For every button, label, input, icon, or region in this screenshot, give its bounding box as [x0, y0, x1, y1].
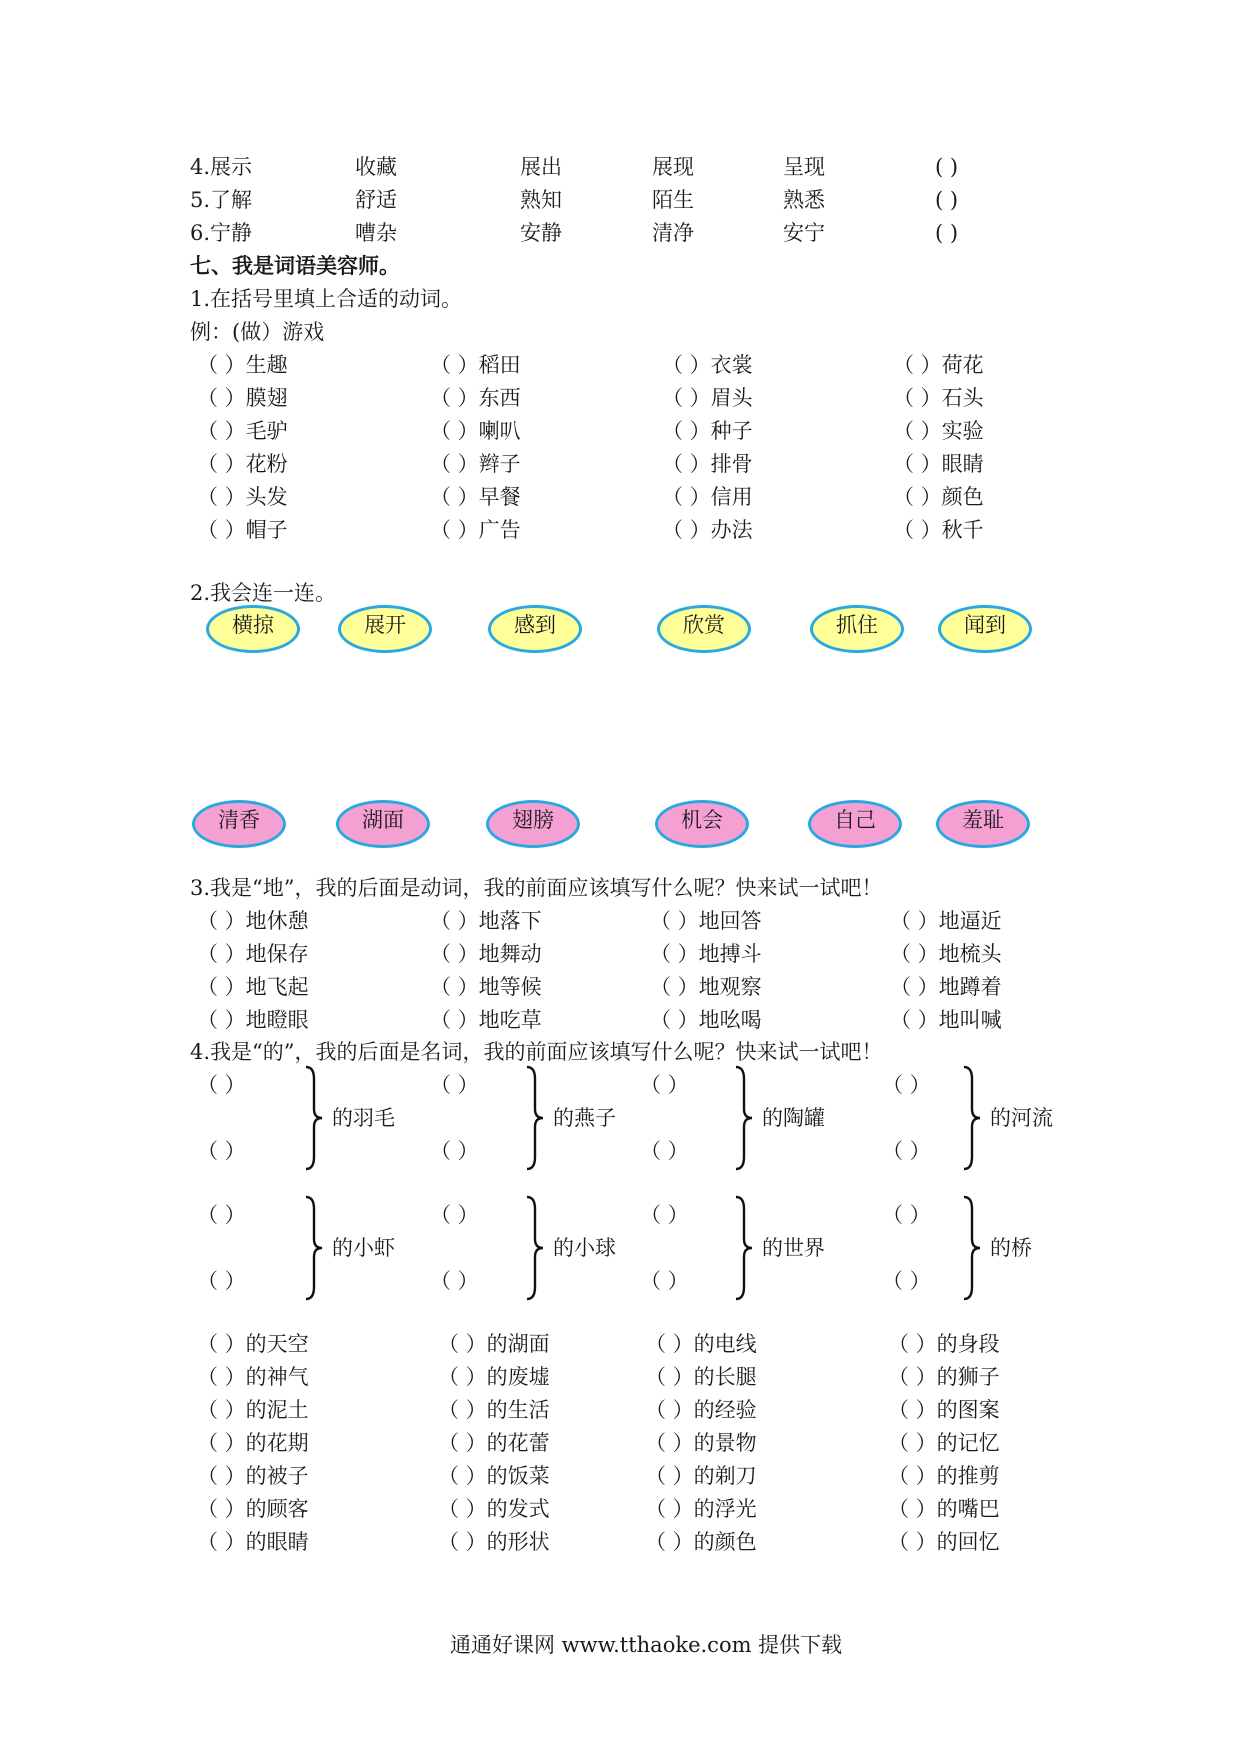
question-heading: 4.我是“的”，我的后面是名词，我的前面应该填写什么呢？快来试一试吧！: [190, 1040, 883, 1064]
fill-blank-item: （ ）稻田: [430, 353, 521, 377]
brace-word: 的小虾: [332, 1236, 395, 1260]
fill-blank-item: （ ）地保存: [197, 942, 309, 966]
word-oval: [336, 800, 430, 848]
fill-blank-item: （ ）的剃刀: [645, 1464, 757, 1488]
synonym-question: 6.宁静: [190, 221, 253, 245]
bracket-blank: （ ）: [430, 1203, 479, 1227]
oval-label: 欣赏: [683, 613, 725, 637]
oval-label: 翅膀: [512, 808, 554, 832]
fill-blank-item: （ ）地梳头: [890, 942, 1002, 966]
fill-blank-item: （ ）的形状: [438, 1530, 550, 1554]
fill-blank-item: （ ）的身段: [888, 1332, 1000, 1356]
fill-blank-item: （ ）的长腿: [645, 1365, 757, 1389]
fill-blank-item: （ ）种子: [662, 419, 753, 443]
fill-blank-item: （ ）生趣: [197, 353, 288, 377]
fill-blank-item: （ ）的眼睛: [197, 1530, 309, 1554]
fill-blank-item: （ ）膜翅: [197, 386, 288, 410]
bracket-blank: （ ）: [197, 1203, 246, 1227]
bracket-blank: （ ）: [882, 1073, 931, 1097]
fill-blank-item: （ ）的电线: [645, 1332, 757, 1356]
bracket-blank: （ ）: [197, 1073, 246, 1097]
synonym-option: 展现: [652, 155, 694, 179]
brace-word: 的世界: [762, 1236, 825, 1260]
brace-word: 的羽毛: [332, 1106, 395, 1130]
fill-blank-item: （ ）颜色: [893, 485, 984, 509]
curly-brace: [523, 1195, 549, 1301]
fill-blank-item: （ ）的神气: [197, 1365, 309, 1389]
oval-label: 机会: [681, 808, 723, 832]
fill-blank-item: （ ）的花蕾: [438, 1431, 550, 1455]
word-oval: [938, 605, 1032, 653]
synonym-option: 舒适: [355, 188, 397, 212]
answer-blank: ( ): [935, 155, 959, 179]
fill-blank-item: （ ）的记忆: [888, 1431, 1000, 1455]
fill-blank-item: （ ）的浮光: [645, 1497, 757, 1521]
fill-blank-item: （ ）的颜色: [645, 1530, 757, 1554]
brace-word: 的燕子: [553, 1106, 616, 1130]
oval-label: 清香: [218, 808, 260, 832]
fill-blank-item: （ ）的被子: [197, 1464, 309, 1488]
example-text: 例：(做）游戏: [190, 320, 325, 344]
fill-blank-item: （ ）地叫喊: [890, 1008, 1002, 1032]
word-oval: [488, 605, 582, 653]
fill-blank-item: （ ）荷花: [893, 353, 984, 377]
synonym-option: 熟知: [520, 188, 562, 212]
fill-blank-item: （ ）的发式: [438, 1497, 550, 1521]
bracket-blank: （ ）: [882, 1203, 931, 1227]
curly-brace: [960, 1195, 986, 1301]
fill-blank-item: （ ）的生活: [438, 1398, 550, 1422]
oval-label: 闻到: [964, 613, 1006, 637]
fill-blank-item: （ ）的泥土: [197, 1398, 309, 1422]
bracket-blank: （ ）: [430, 1269, 479, 1293]
question-heading: 3.我是“地”，我的后面是动词，我的前面应该填写什么呢？快来试一试吧！: [190, 876, 883, 900]
bracket-blank: （ ）: [882, 1269, 931, 1293]
fill-blank-item: （ ）排骨: [662, 452, 753, 476]
oval-label: 湖面: [362, 808, 404, 832]
answer-blank: ( ): [935, 188, 959, 212]
fill-blank-item: （ ）毛驴: [197, 419, 288, 443]
synonym-option: 熟悉: [783, 188, 825, 212]
fill-blank-item: （ ）的回忆: [888, 1530, 1000, 1554]
fill-blank-item: （ ）的废墟: [438, 1365, 550, 1389]
synonym-option: 陌生: [652, 188, 694, 212]
fill-blank-item: （ ）的花期: [197, 1431, 309, 1455]
curly-brace: [302, 1195, 328, 1301]
word-oval: [655, 800, 749, 848]
fill-blank-item: （ ）地吃草: [430, 1008, 542, 1032]
word-oval: [192, 800, 286, 848]
oval-label: 自己: [834, 808, 876, 832]
fill-blank-item: （ ）早餐: [430, 485, 521, 509]
synonym-option: 展出: [520, 155, 562, 179]
word-oval: [338, 605, 432, 653]
word-oval: [486, 800, 580, 848]
bracket-blank: （ ）: [430, 1073, 479, 1097]
fill-blank-item: （ ）的图案: [888, 1398, 1000, 1422]
word-oval: [808, 800, 902, 848]
fill-blank-item: （ ）地落下: [430, 909, 542, 933]
bracket-blank: （ ）: [640, 1269, 689, 1293]
footer-text: 通通好课网 www.tthaoke.com 提供下载: [450, 1633, 843, 1657]
synonym-option: 嘈杂: [355, 221, 397, 245]
fill-blank-item: （ ）秋千: [893, 518, 984, 542]
word-oval: [657, 605, 751, 653]
word-oval: [810, 605, 904, 653]
answer-blank: ( ): [935, 221, 959, 245]
curly-brace: [732, 1195, 758, 1301]
fill-blank-item: （ ）地观察: [650, 975, 762, 999]
fill-blank-item: （ ）的天空: [197, 1332, 309, 1356]
fill-blank-item: （ ）办法: [662, 518, 753, 542]
synonym-option: 安静: [520, 221, 562, 245]
curly-brace: [960, 1065, 986, 1171]
synonym-option: 收藏: [355, 155, 397, 179]
brace-word: 的河流: [990, 1106, 1053, 1130]
fill-blank-item: （ ）花粉: [197, 452, 288, 476]
oval-label: 展开: [364, 613, 406, 637]
fill-blank-item: （ ）的景物: [645, 1431, 757, 1455]
fill-blank-item: （ ）东西: [430, 386, 521, 410]
fill-blank-item: （ ）喇叭: [430, 419, 521, 443]
fill-blank-item: （ ）信用: [662, 485, 753, 509]
fill-blank-item: （ ）地搏斗: [650, 942, 762, 966]
synonym-option: 呈现: [783, 155, 825, 179]
bracket-blank: （ ）: [640, 1203, 689, 1227]
fill-blank-item: （ ）眼睛: [893, 452, 984, 476]
fill-blank-item: （ ）地飞起: [197, 975, 309, 999]
curly-brace: [523, 1065, 549, 1171]
fill-blank-item: （ ）地蹲着: [890, 975, 1002, 999]
fill-blank-item: （ ）地舞动: [430, 942, 542, 966]
brace-word: 的桥: [990, 1236, 1032, 1260]
synonym-option: 安宁: [783, 221, 825, 245]
brace-word: 的小球: [553, 1236, 616, 1260]
fill-blank-item: （ ）的饭菜: [438, 1464, 550, 1488]
oval-label: 抓住: [836, 613, 878, 637]
fill-blank-item: （ ）广告: [430, 518, 521, 542]
fill-blank-item: （ ）的经验: [645, 1398, 757, 1422]
bracket-blank: （ ）: [882, 1139, 931, 1163]
word-oval: [206, 605, 300, 653]
fill-blank-item: （ ）的嘴巴: [888, 1497, 1000, 1521]
synonym-option: 清净: [652, 221, 694, 245]
fill-blank-item: （ ）地等候: [430, 975, 542, 999]
fill-blank-item: （ ）的顾客: [197, 1497, 309, 1521]
fill-blank-item: （ ）的湖面: [438, 1332, 550, 1356]
fill-blank-item: （ ）地吆喝: [650, 1008, 762, 1032]
synonym-question: 5.了解: [190, 188, 253, 212]
bracket-blank: （ ）: [430, 1139, 479, 1163]
question-heading: 2.我会连一连。: [190, 581, 337, 605]
oval-label: 横掠: [232, 613, 274, 637]
word-oval: [936, 800, 1030, 848]
fill-blank-item: （ ）实验: [893, 419, 984, 443]
synonym-question: 4.展示: [190, 155, 253, 179]
fill-blank-item: （ ）眉头: [662, 386, 753, 410]
fill-blank-item: （ ）地逼近: [890, 909, 1002, 933]
question-heading: 1.在括号里填上合适的动词。: [190, 287, 463, 311]
fill-blank-item: （ ）石头: [893, 386, 984, 410]
curly-brace: [302, 1065, 328, 1171]
fill-blank-item: （ ）地休憩: [197, 909, 309, 933]
bracket-blank: （ ）: [640, 1139, 689, 1163]
curly-brace: [732, 1065, 758, 1171]
section-title: 七、我是词语美容师。: [190, 254, 400, 278]
fill-blank-item: （ ）地瞪眼: [197, 1008, 309, 1032]
fill-blank-item: （ ）地回答: [650, 909, 762, 933]
bracket-blank: （ ）: [640, 1073, 689, 1097]
oval-label: 感到: [514, 613, 556, 637]
bracket-blank: （ ）: [197, 1269, 246, 1293]
fill-blank-item: （ ）辫子: [430, 452, 521, 476]
fill-blank-item: （ ）帽子: [197, 518, 288, 542]
fill-blank-item: （ ）的狮子: [888, 1365, 1000, 1389]
fill-blank-item: （ ）头发: [197, 485, 288, 509]
brace-word: 的陶罐: [762, 1106, 825, 1130]
bracket-blank: （ ）: [197, 1139, 246, 1163]
oval-label: 羞耻: [962, 808, 1004, 832]
fill-blank-item: （ ）衣裳: [662, 353, 753, 377]
fill-blank-item: （ ）的推剪: [888, 1464, 1000, 1488]
